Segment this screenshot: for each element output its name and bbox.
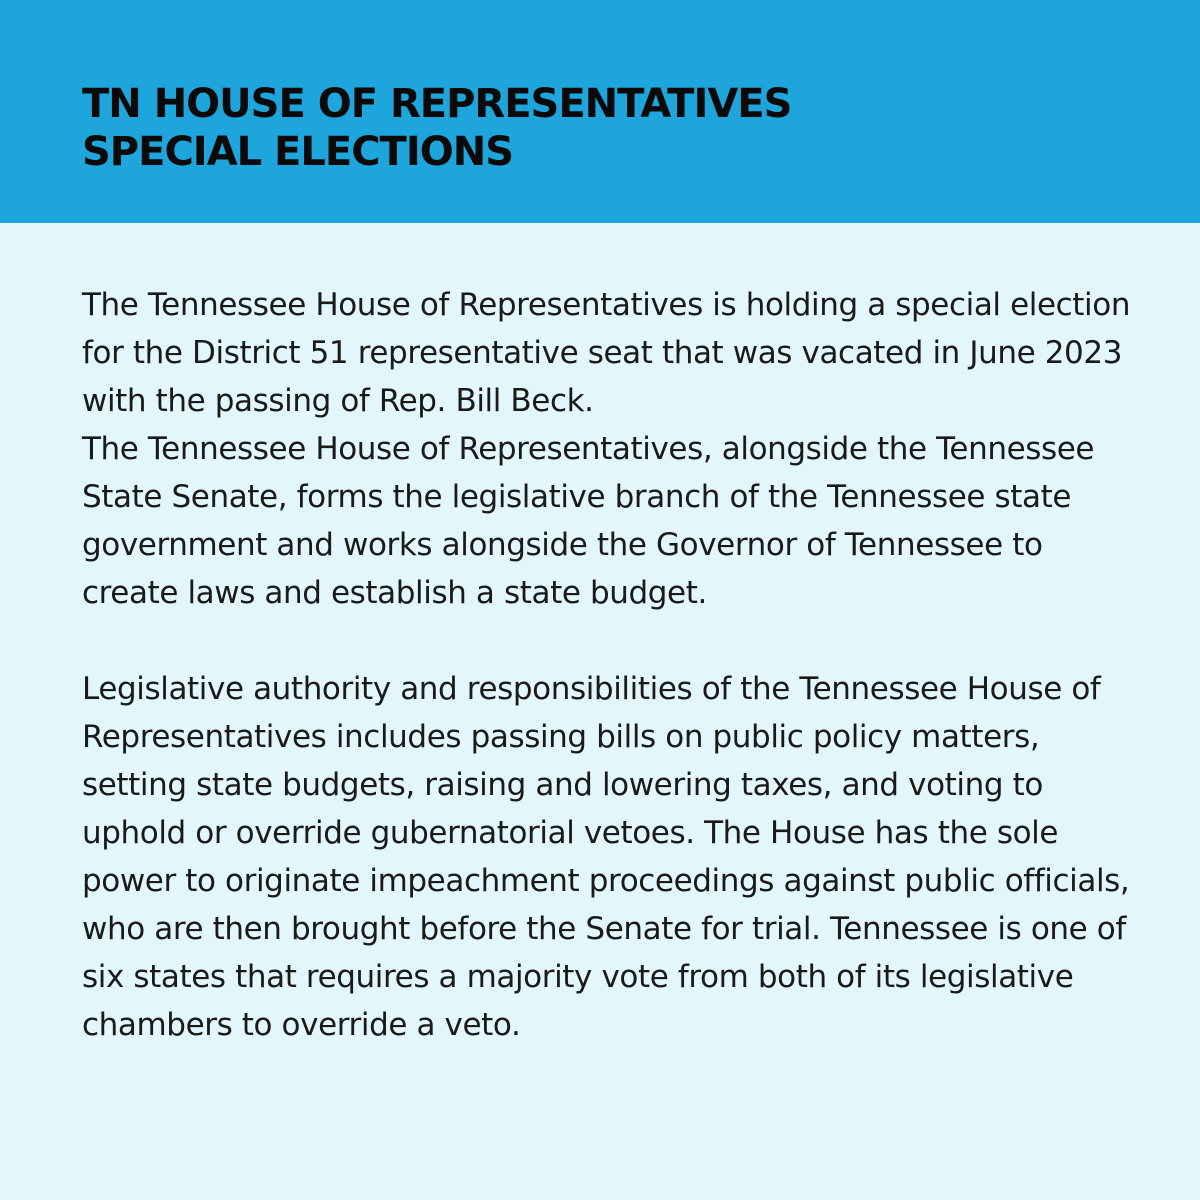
header-banner (0, 0, 1200, 223)
title-line-2: SPECIAL ELECTIONS (82, 129, 514, 175)
paragraph-2: The Tennessee House of Representatives, alongside the Tennessee State Senate, forms the legislative branch of the Tennessee state government and works alongside the Governor of Tennessee to create laws and establish a state budget. (82, 431, 1095, 611)
page-title (82, 80, 791, 176)
paragraph-spacer (82, 617, 1142, 665)
body-text (82, 281, 1142, 1049)
paragraph-3: Legislative authority and responsibilities of the Tennessee House of Representatives includes passing bills on public policy matters, setting state budgets, raising and lowering taxes, and voting to uphold or override gubernatorial vetoes. The House has the sole power to originate impeachment proceedings against public officials, who are then brought before the Senate for trial. Tennessee is one of six states that requires a majority vote from both of its legislative chambers to override a veto. (82, 671, 1130, 1043)
title-line-1: TN HOUSE OF REPRESENTATIVES (82, 81, 792, 127)
paragraph-1: The Tennessee House of Representatives is holding a special election for the District 51 representative seat that was vacated in June 2023 with the passing of Rep. Bill Beck. (82, 287, 1131, 419)
